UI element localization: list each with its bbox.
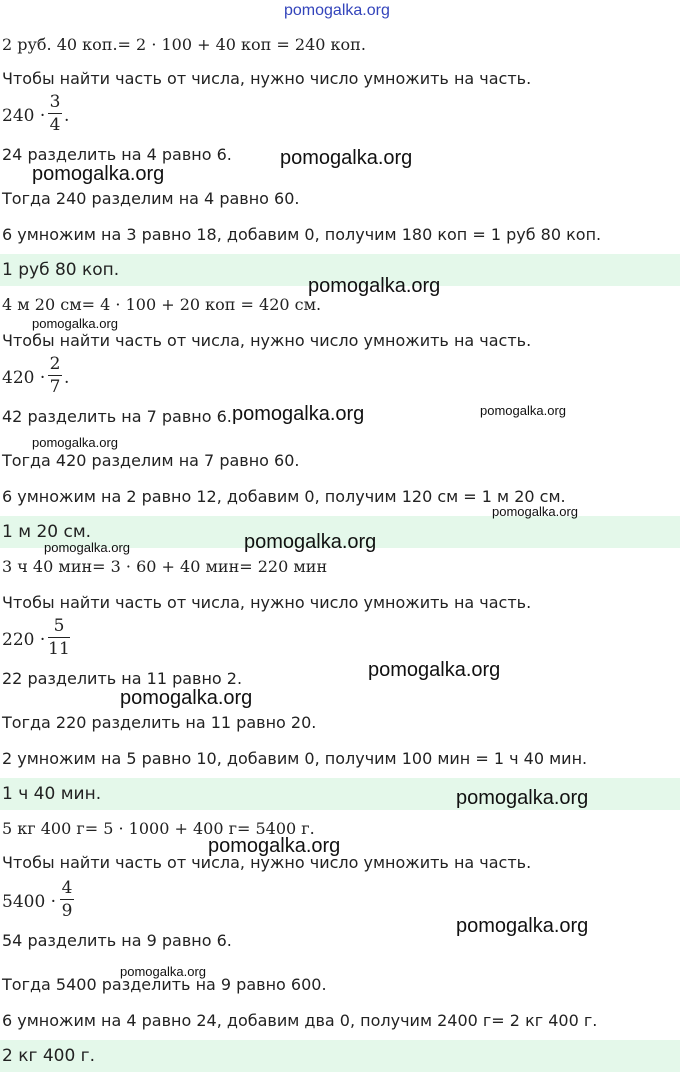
- line-19: Тогда 5400 разделить на 9 равно 600.: [2, 975, 327, 994]
- fraction-numerator: 2: [49, 354, 61, 374]
- watermark[interactable]: pomogalka.org: [208, 835, 341, 857]
- fraction-denominator: 9: [61, 901, 73, 921]
- line-9: Тогда 420 разделим на 7 равно 60.: [2, 451, 300, 470]
- watermark[interactable]: pomogalka.org: [492, 504, 578, 519]
- answer-4: 2 кг 400 г.: [2, 1046, 96, 1066]
- line-12: Чтобы найти часть от числа, нужно число умножить на часть.: [2, 593, 532, 612]
- watermark[interactable]: pomogalka.org: [280, 147, 413, 169]
- fraction-denominator: 4: [49, 115, 61, 135]
- watermark[interactable]: pomogalka.org: [32, 316, 118, 331]
- answer-1: 1 руб 80 коп.: [2, 260, 120, 280]
- line-13: 22 разделить на 11 равно 2.: [2, 669, 243, 688]
- line-6: 4 м 20 см= 4 · 100 + 20 коп = 420 см.: [2, 295, 322, 314]
- fraction-numerator: 3: [49, 92, 61, 112]
- answer-2: 1 м 20 см.: [2, 522, 92, 542]
- fraction-base: 240 ·: [2, 106, 46, 126]
- fraction-denominator: 11: [48, 639, 70, 659]
- fraction-numerator: 4: [61, 878, 73, 898]
- line-11: 3 ч 40 мин= 3 · 60 + 40 мин= 220 мин: [2, 557, 328, 576]
- line-3: 24 разделить на 4 равно 6.: [2, 145, 232, 164]
- fraction-bar: [60, 899, 74, 900]
- line-5: 6 умножим на 3 равно 18, добавим 0, получим 180 коп = 1 руб 80 коп.: [2, 225, 602, 244]
- fraction-denominator: 7: [49, 377, 61, 397]
- line-20: 6 умножим на 4 равно 24, добавим два 0, получим 2400 г= 2 кг 400 г.: [2, 1011, 598, 1030]
- watermark[interactable]: pomogalka.org: [456, 787, 589, 809]
- line-4: Тогда 240 разделим на 4 равно 60.: [2, 189, 300, 208]
- line-15: 2 умножим на 5 равно 10, добавим 0, получим 100 мин = 1 ч 40 мин.: [2, 749, 588, 768]
- fraction-bar: [48, 113, 62, 114]
- fraction-bar: [48, 375, 62, 376]
- watermark[interactable]: pomogalka.org: [44, 540, 130, 555]
- line-8: 42 разделить на 7 равно 6.: [2, 407, 232, 426]
- answer-3: 1 ч 40 мин.: [2, 784, 102, 804]
- watermark[interactable]: pomogalka.org: [232, 403, 365, 425]
- line-16: 5 кг 400 г= 5 · 1000 + 400 г= 5400 г.: [2, 819, 315, 838]
- watermark[interactable]: pomogalka.org: [308, 275, 441, 297]
- fraction-base: 420 ·: [2, 368, 46, 388]
- watermark[interactable]: pomogalka.org: [32, 435, 118, 450]
- line-14: Тогда 220 разделить на 11 равно 20.: [2, 713, 317, 732]
- watermark[interactable]: pomogalka.org: [120, 964, 206, 979]
- line-2: Чтобы найти часть от числа, нужно число умножить на часть.: [2, 69, 532, 88]
- fraction-tail: .: [64, 106, 70, 126]
- watermark[interactable]: pomogalka.org: [456, 915, 589, 937]
- answer-band-4: [0, 1040, 680, 1072]
- fraction-stack: [48, 354, 62, 397]
- line-1: 2 руб. 40 коп.= 2 · 100 + 40 коп = 240 коп.: [2, 35, 366, 54]
- line-17: Чтобы найти часть от числа, нужно число умножить на часть.: [2, 853, 532, 872]
- fraction-stack: [60, 878, 74, 921]
- watermark[interactable]: pomogalka.org: [32, 163, 165, 185]
- watermark[interactable]: pomogalka.org: [368, 659, 501, 681]
- fraction-bar: [48, 637, 70, 638]
- line-10: 6 умножим на 2 равно 12, добавим 0, получим 120 см = 1 м 20 см.: [2, 487, 566, 506]
- line-7: Чтобы найти часть от числа, нужно число умножить на часть.: [2, 331, 532, 350]
- fraction-tail: .: [64, 368, 70, 388]
- fraction-base: 5400 ·: [2, 892, 57, 912]
- fraction-base: 220 ·: [2, 630, 46, 650]
- line-18: 54 разделить на 9 равно 6.: [2, 931, 232, 950]
- watermark[interactable]: pomogalka.org: [244, 531, 377, 553]
- fraction-stack: [48, 616, 70, 659]
- fraction-stack: [48, 92, 62, 135]
- watermark[interactable]: pomogalka.org: [480, 403, 566, 418]
- watermark[interactable]: pomogalka.org: [120, 687, 253, 709]
- watermark[interactable]: pomogalka.org: [284, 2, 390, 19]
- fraction-numerator: 5: [53, 616, 65, 636]
